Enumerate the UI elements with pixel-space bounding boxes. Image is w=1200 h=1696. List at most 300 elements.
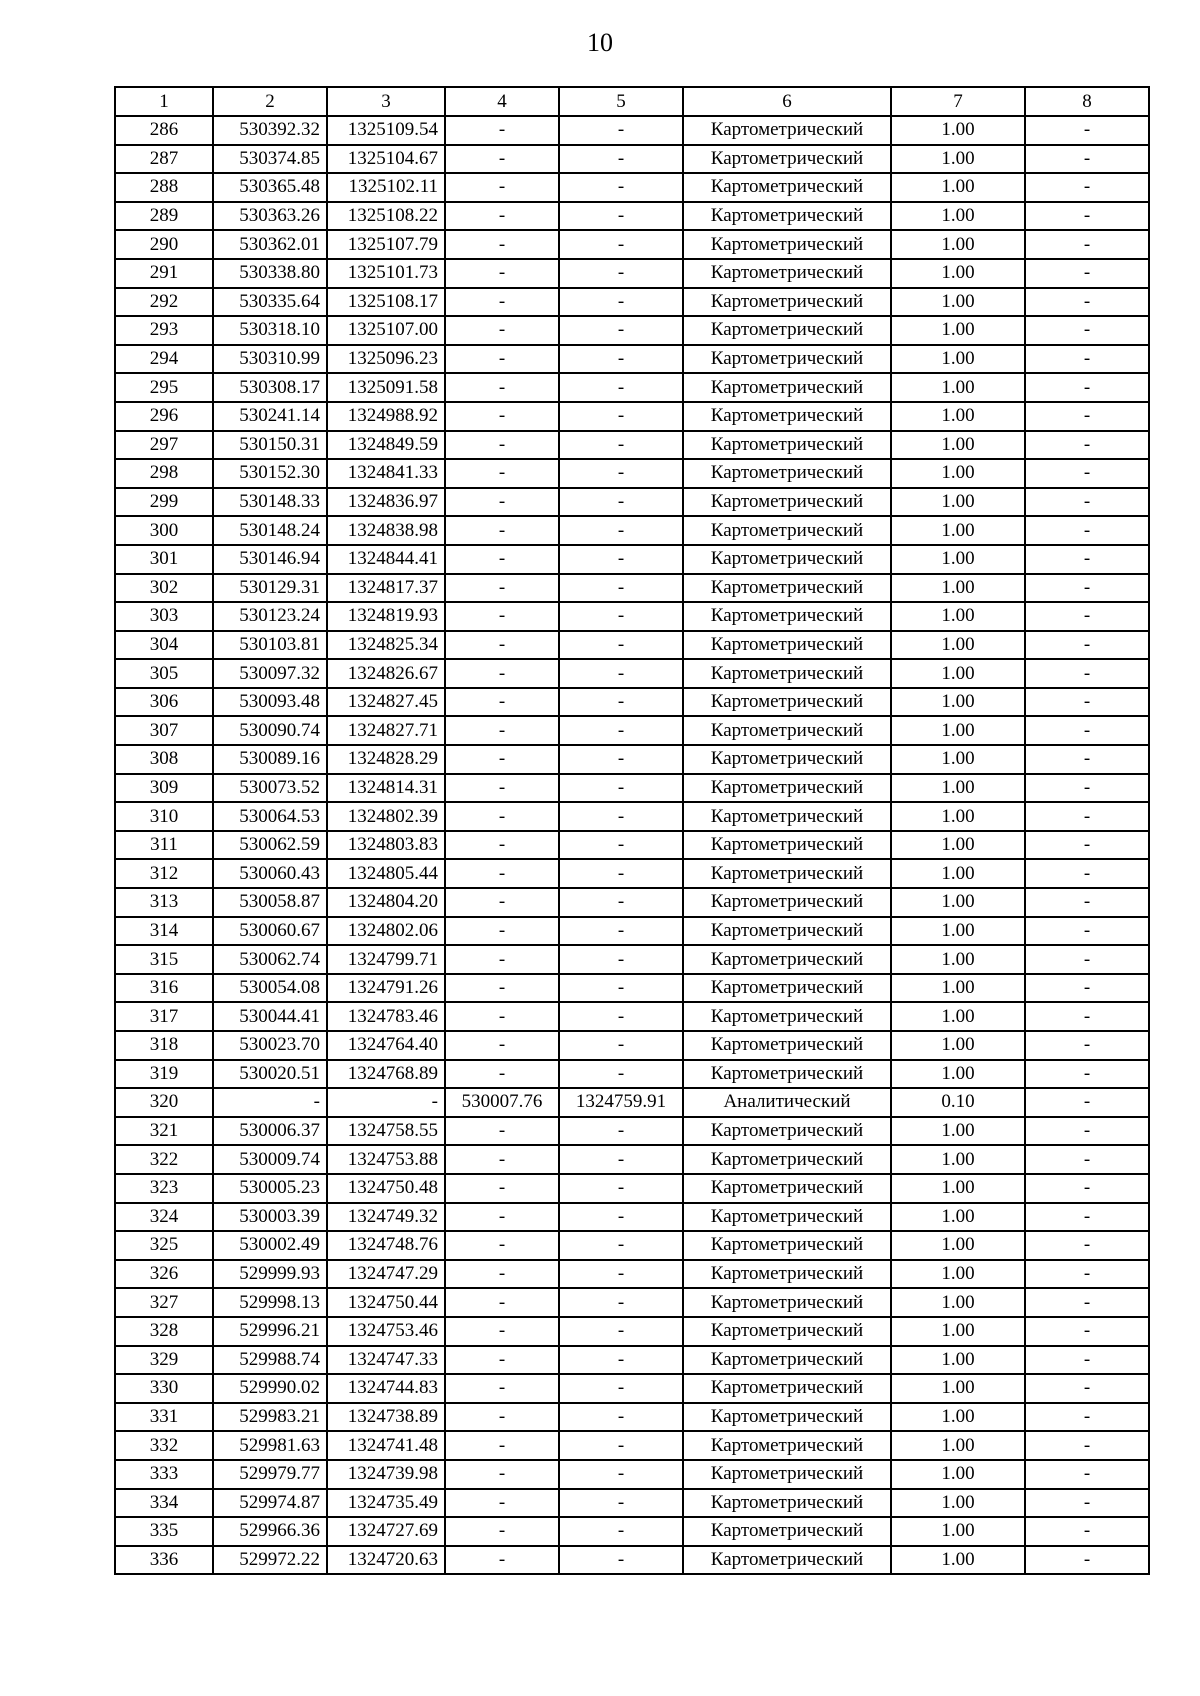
table-cell: 303: [115, 602, 213, 631]
table-cell: -: [559, 659, 683, 688]
table-cell: -: [1025, 859, 1149, 888]
table-cell: Картометрический: [683, 1231, 891, 1260]
table-cell: 324: [115, 1203, 213, 1232]
table-cell: 1.00: [891, 945, 1025, 974]
table-cell: -: [1025, 716, 1149, 745]
table-cell: -: [445, 888, 559, 917]
table-cell: 288: [115, 173, 213, 202]
table-cell: -: [1025, 917, 1149, 946]
table-cell: -: [559, 574, 683, 603]
table-cell: 530148.24: [213, 516, 327, 545]
table-cell: 1324988.92: [327, 402, 445, 431]
table-cell: 1325108.17: [327, 288, 445, 317]
table-cell: -: [1025, 1088, 1149, 1117]
table-cell: Картометрический: [683, 688, 891, 717]
table-cell: 529990.02: [213, 1374, 327, 1403]
table-cell: -: [559, 859, 683, 888]
table-cell: 1.00: [891, 802, 1025, 831]
table-cell: Картометрический: [683, 488, 891, 517]
table-cell: -: [445, 1517, 559, 1546]
table-cell: -: [559, 1374, 683, 1403]
table-cell: 530310.99: [213, 345, 327, 374]
table-cell: -: [1025, 345, 1149, 374]
table-row: [115, 488, 1149, 517]
table-cell: 530009.74: [213, 1145, 327, 1174]
table-cell: -: [445, 1203, 559, 1232]
table-cell: -: [445, 145, 559, 174]
table-cell: 1.00: [891, 1517, 1025, 1546]
table-cell: -: [559, 1288, 683, 1317]
table-cell: -: [445, 1546, 559, 1575]
table-cell: -: [445, 202, 559, 231]
table-cell: 1.00: [891, 1231, 1025, 1260]
table-cell: -: [1025, 1174, 1149, 1203]
table-row: [115, 1117, 1149, 1146]
table-cell: -: [1025, 1517, 1149, 1546]
column-header-7: 7: [891, 87, 1025, 116]
table-cell: Картометрический: [683, 431, 891, 460]
table-cell: Картометрический: [683, 345, 891, 374]
table-cell: -: [445, 831, 559, 860]
table-cell: 1.00: [891, 917, 1025, 946]
table-cell: -: [559, 888, 683, 917]
table-cell: 1324802.06: [327, 917, 445, 946]
table-cell: -: [445, 1460, 559, 1489]
table-row: [115, 1431, 1149, 1460]
table-cell: -: [445, 316, 559, 345]
table-cell: -: [559, 1117, 683, 1146]
table-cell: Картометрический: [683, 1117, 891, 1146]
table-cell: 1.00: [891, 1489, 1025, 1518]
table-cell: 530123.24: [213, 602, 327, 631]
table-cell: 530318.10: [213, 316, 327, 345]
table-cell: -: [1025, 402, 1149, 431]
table-cell: 530064.53: [213, 802, 327, 831]
table-cell: 1324738.89: [327, 1403, 445, 1432]
table-cell: -: [445, 1288, 559, 1317]
table-cell: -: [1025, 831, 1149, 860]
table-cell: -: [445, 602, 559, 631]
table-cell: -: [559, 488, 683, 517]
table-cell: 298: [115, 459, 213, 488]
table-row: [115, 602, 1149, 631]
table-row: [115, 316, 1149, 345]
column-header-5: 5: [559, 87, 683, 116]
table-cell: 330: [115, 1374, 213, 1403]
table-cell: -: [559, 716, 683, 745]
table-cell: -: [445, 345, 559, 374]
table-cell: 1324783.46: [327, 1002, 445, 1031]
table-row: [115, 1374, 1149, 1403]
table-cell: -: [1025, 1431, 1149, 1460]
table-cell: 1324727.69: [327, 1517, 445, 1546]
table-cell: Картометрический: [683, 945, 891, 974]
table-row: [115, 1317, 1149, 1346]
table-cell: 530374.85: [213, 145, 327, 174]
table-cell: 293: [115, 316, 213, 345]
table-cell: -: [559, 1002, 683, 1031]
table-cell: 530146.94: [213, 545, 327, 574]
table-cell: 1324749.32: [327, 1203, 445, 1232]
table-cell: -: [445, 1117, 559, 1146]
table-cell: 331: [115, 1403, 213, 1432]
table-cell: 1324753.46: [327, 1317, 445, 1346]
table-row: [115, 202, 1149, 231]
table-cell: 313: [115, 888, 213, 917]
table-cell: 1324791.26: [327, 974, 445, 1003]
table-cell: 1324836.97: [327, 488, 445, 517]
table-cell: Картометрический: [683, 1460, 891, 1489]
table-cell: 1.00: [891, 202, 1025, 231]
table-cell: -: [445, 1489, 559, 1518]
table-cell: 1.00: [891, 516, 1025, 545]
table-cell: -: [445, 917, 559, 946]
table-cell: 1324805.44: [327, 859, 445, 888]
table-cell: 300: [115, 516, 213, 545]
table-cell: 287: [115, 145, 213, 174]
table-cell: 1.00: [891, 1117, 1025, 1146]
table-cell: 1.00: [891, 831, 1025, 860]
table-row: [115, 1517, 1149, 1546]
table-cell: 1325109.54: [327, 116, 445, 145]
table-cell: -: [445, 1403, 559, 1432]
table-cell: 326: [115, 1260, 213, 1289]
table-cell: -: [559, 745, 683, 774]
column-header-3: 3: [327, 87, 445, 116]
table-cell: -: [445, 745, 559, 774]
table-row: [115, 716, 1149, 745]
table-cell: -: [1025, 488, 1149, 517]
table-cell: -: [559, 316, 683, 345]
table-cell: 1.00: [891, 1002, 1025, 1031]
table-cell: 530338.80: [213, 259, 327, 288]
table-cell: 530392.32: [213, 116, 327, 145]
table-row: [115, 1260, 1149, 1289]
table-cell: -: [445, 1260, 559, 1289]
table-cell: -: [1025, 545, 1149, 574]
table-cell: -: [559, 1489, 683, 1518]
table-cell: 530097.32: [213, 659, 327, 688]
table-cell: 530003.39: [213, 1203, 327, 1232]
table-cell: 307: [115, 716, 213, 745]
table-row: [115, 1203, 1149, 1232]
table-cell: 1325091.58: [327, 373, 445, 402]
table-cell: -: [1025, 1546, 1149, 1575]
table-cell: Картометрический: [683, 802, 891, 831]
table-cell: -: [1025, 945, 1149, 974]
table-cell: 1324804.20: [327, 888, 445, 917]
table-cell: 301: [115, 545, 213, 574]
table-cell: 1324735.49: [327, 1489, 445, 1518]
table-cell: 1.00: [891, 431, 1025, 460]
table-cell: -: [1025, 1031, 1149, 1060]
table-cell: 1324764.40: [327, 1031, 445, 1060]
table-cell: 1.00: [891, 459, 1025, 488]
table-cell: 1.00: [891, 1431, 1025, 1460]
column-header-4: 4: [445, 87, 559, 116]
table-row: [115, 1288, 1149, 1317]
table-cell: 1.00: [891, 1317, 1025, 1346]
table-cell: -: [445, 516, 559, 545]
table-cell: -: [445, 974, 559, 1003]
table-cell: -: [1025, 745, 1149, 774]
table-row: [115, 145, 1149, 174]
table-row: [115, 1546, 1149, 1575]
table-cell: -: [559, 1517, 683, 1546]
table-row: [115, 1231, 1149, 1260]
table-cell: 336: [115, 1546, 213, 1575]
table-cell: -: [1025, 1317, 1149, 1346]
table-cell: 1325102.11: [327, 173, 445, 202]
table-cell: -: [559, 545, 683, 574]
table-cell: -: [559, 1060, 683, 1089]
table-cell: -: [559, 1460, 683, 1489]
table-row: [115, 230, 1149, 259]
table-row: [115, 659, 1149, 688]
table-cell: -: [559, 917, 683, 946]
table-cell: -: [1025, 431, 1149, 460]
table-cell: 530090.74: [213, 716, 327, 745]
table-cell: 1.00: [891, 373, 1025, 402]
table-cell: 1324759.91: [559, 1088, 683, 1117]
table-cell: 529979.77: [213, 1460, 327, 1489]
table-cell: -: [1025, 774, 1149, 803]
table-cell: 1.00: [891, 659, 1025, 688]
table-cell: 1.00: [891, 145, 1025, 174]
table-cell: Картометрический: [683, 1317, 891, 1346]
table-cell: 1.00: [891, 774, 1025, 803]
table-cell: 328: [115, 1317, 213, 1346]
table-cell: 1324817.37: [327, 574, 445, 603]
table-cell: 1324799.71: [327, 945, 445, 974]
table-cell: Картометрический: [683, 1060, 891, 1089]
table-cell: -: [1025, 516, 1149, 545]
table-cell: 1324753.88: [327, 1145, 445, 1174]
table-cell: 308: [115, 745, 213, 774]
table-cell: 1324819.93: [327, 602, 445, 631]
table-cell: -: [559, 345, 683, 374]
table-cell: 529988.74: [213, 1346, 327, 1375]
table-cell: 316: [115, 974, 213, 1003]
table-row: [115, 516, 1149, 545]
table-cell: 1.00: [891, 1145, 1025, 1174]
table-cell: -: [327, 1088, 445, 1117]
table-cell: -: [1025, 116, 1149, 145]
table-cell: 1325107.00: [327, 316, 445, 345]
table-cell: 1.00: [891, 259, 1025, 288]
table-row: [115, 545, 1149, 574]
table-cell: -: [559, 202, 683, 231]
table-row: [115, 631, 1149, 660]
table-cell: 530129.31: [213, 574, 327, 603]
table-cell: -: [559, 1546, 683, 1575]
table-cell: -: [559, 145, 683, 174]
table-cell: 332: [115, 1431, 213, 1460]
table-row: [115, 173, 1149, 202]
table-cell: 1.00: [891, 488, 1025, 517]
table-cell: -: [445, 488, 559, 517]
table-cell: 530150.31: [213, 431, 327, 460]
table-cell: 529972.22: [213, 1546, 327, 1575]
table-cell: 1.00: [891, 1060, 1025, 1089]
table-cell: Картометрический: [683, 1031, 891, 1060]
table-cell: 1324844.41: [327, 545, 445, 574]
table-cell: Картометрический: [683, 917, 891, 946]
table-cell: 1.00: [891, 173, 1025, 202]
table-cell: Картометрический: [683, 1002, 891, 1031]
table-cell: 333: [115, 1460, 213, 1489]
table-cell: 530023.70: [213, 1031, 327, 1060]
table-cell: 530363.26: [213, 202, 327, 231]
table-row: [115, 431, 1149, 460]
table-cell: 1324720.63: [327, 1546, 445, 1575]
table-cell: 530241.14: [213, 402, 327, 431]
table-cell: 530006.37: [213, 1117, 327, 1146]
table-cell: Картометрический: [683, 1288, 891, 1317]
table-cell: 1324768.89: [327, 1060, 445, 1089]
table-cell: -: [1025, 316, 1149, 345]
table-cell: 1.00: [891, 1288, 1025, 1317]
header-row: [115, 87, 1149, 116]
table-cell: -: [1025, 1145, 1149, 1174]
table-cell: 1.00: [891, 1260, 1025, 1289]
table-cell: 530103.81: [213, 631, 327, 660]
table-cell: -: [1025, 631, 1149, 660]
table-cell: -: [559, 602, 683, 631]
table-cell: Картометрический: [683, 631, 891, 660]
table-cell: 530044.41: [213, 1002, 327, 1031]
table-cell: Картометрический: [683, 1546, 891, 1575]
table-cell: 299: [115, 488, 213, 517]
table-cell: 530005.23: [213, 1174, 327, 1203]
table-cell: 1324825.34: [327, 631, 445, 660]
table-cell: Картометрический: [683, 1174, 891, 1203]
table-cell: 1324826.67: [327, 659, 445, 688]
table-cell: 1324814.31: [327, 774, 445, 803]
table-cell: 321: [115, 1117, 213, 1146]
table-row: [115, 1346, 1149, 1375]
table-row: [115, 259, 1149, 288]
table-row: [115, 1174, 1149, 1203]
table-cell: -: [445, 259, 559, 288]
table-row: [115, 802, 1149, 831]
table-cell: Картометрический: [683, 173, 891, 202]
table-row: [115, 1031, 1149, 1060]
table-cell: Картометрический: [683, 1517, 891, 1546]
table-row: [115, 917, 1149, 946]
table-cell: 290: [115, 230, 213, 259]
table-cell: Картометрический: [683, 1203, 891, 1232]
table-cell: 529981.63: [213, 1431, 327, 1460]
table-cell: -: [1025, 888, 1149, 917]
table-cell: Аналитический: [683, 1088, 891, 1117]
table-cell: 1324828.29: [327, 745, 445, 774]
table-cell: -: [445, 659, 559, 688]
table-cell: Картометрический: [683, 202, 891, 231]
table-cell: 1.00: [891, 116, 1025, 145]
column-header-8: 8: [1025, 87, 1149, 116]
table-cell: 1.00: [891, 1374, 1025, 1403]
table-cell: -: [1025, 602, 1149, 631]
table-cell: -: [445, 230, 559, 259]
table-cell: -: [445, 1174, 559, 1203]
table-cell: 1.00: [891, 859, 1025, 888]
table-row: [115, 459, 1149, 488]
table-cell: 530020.51: [213, 1060, 327, 1089]
table-cell: -: [445, 716, 559, 745]
table-row: [115, 1002, 1149, 1031]
table-row: [115, 945, 1149, 974]
table-cell: 1324838.98: [327, 516, 445, 545]
table-row: [115, 345, 1149, 374]
table-cell: 1324750.48: [327, 1174, 445, 1203]
table-cell: -: [213, 1088, 327, 1117]
table-cell: Картометрический: [683, 145, 891, 174]
table-cell: 312: [115, 859, 213, 888]
table-cell: -: [445, 688, 559, 717]
table-cell: 1.00: [891, 974, 1025, 1003]
table-cell: 530058.87: [213, 888, 327, 917]
table-cell: 329: [115, 1346, 213, 1375]
table-cell: 530365.48: [213, 173, 327, 202]
table-cell: 317: [115, 1002, 213, 1031]
table-cell: -: [559, 288, 683, 317]
table-cell: 1.00: [891, 745, 1025, 774]
table-cell: -: [1025, 802, 1149, 831]
table-row: [115, 974, 1149, 1003]
table-cell: 1.00: [891, 230, 1025, 259]
table-row: [115, 1460, 1149, 1489]
table-cell: 306: [115, 688, 213, 717]
table-cell: 1324827.45: [327, 688, 445, 717]
table-cell: -: [559, 1174, 683, 1203]
table-cell: -: [1025, 173, 1149, 202]
table-cell: Картометрический: [683, 230, 891, 259]
table-cell: -: [559, 688, 683, 717]
table-cell: 1324741.48: [327, 1431, 445, 1460]
table-cell: -: [559, 1031, 683, 1060]
table-cell: 530002.49: [213, 1231, 327, 1260]
table-row: [115, 1060, 1149, 1089]
table-cell: Картометрический: [683, 459, 891, 488]
table-cell: -: [559, 1317, 683, 1346]
table-cell: -: [445, 774, 559, 803]
table-cell: 1324750.44: [327, 1288, 445, 1317]
table-row: [115, 1403, 1149, 1432]
table-cell: 530152.30: [213, 459, 327, 488]
table-cell: -: [1025, 1260, 1149, 1289]
table-cell: 319: [115, 1060, 213, 1089]
table-cell: 304: [115, 631, 213, 660]
table-cell: 291: [115, 259, 213, 288]
table-cell: 1.00: [891, 316, 1025, 345]
table-cell: -: [1025, 1403, 1149, 1432]
table-cell: Картометрический: [683, 974, 891, 1003]
table-cell: 1.00: [891, 402, 1025, 431]
table-cell: 297: [115, 431, 213, 460]
table-cell: 311: [115, 831, 213, 860]
table-cell: -: [445, 459, 559, 488]
table-cell: 1.00: [891, 1403, 1025, 1432]
table-cell: 530062.59: [213, 831, 327, 860]
table-cell: 286: [115, 116, 213, 145]
table-cell: -: [445, 1002, 559, 1031]
table-cell: 530062.74: [213, 945, 327, 974]
table-cell: -: [559, 431, 683, 460]
table-cell: 325: [115, 1231, 213, 1260]
table-cell: -: [445, 1145, 559, 1174]
table-cell: 1.00: [891, 1346, 1025, 1375]
